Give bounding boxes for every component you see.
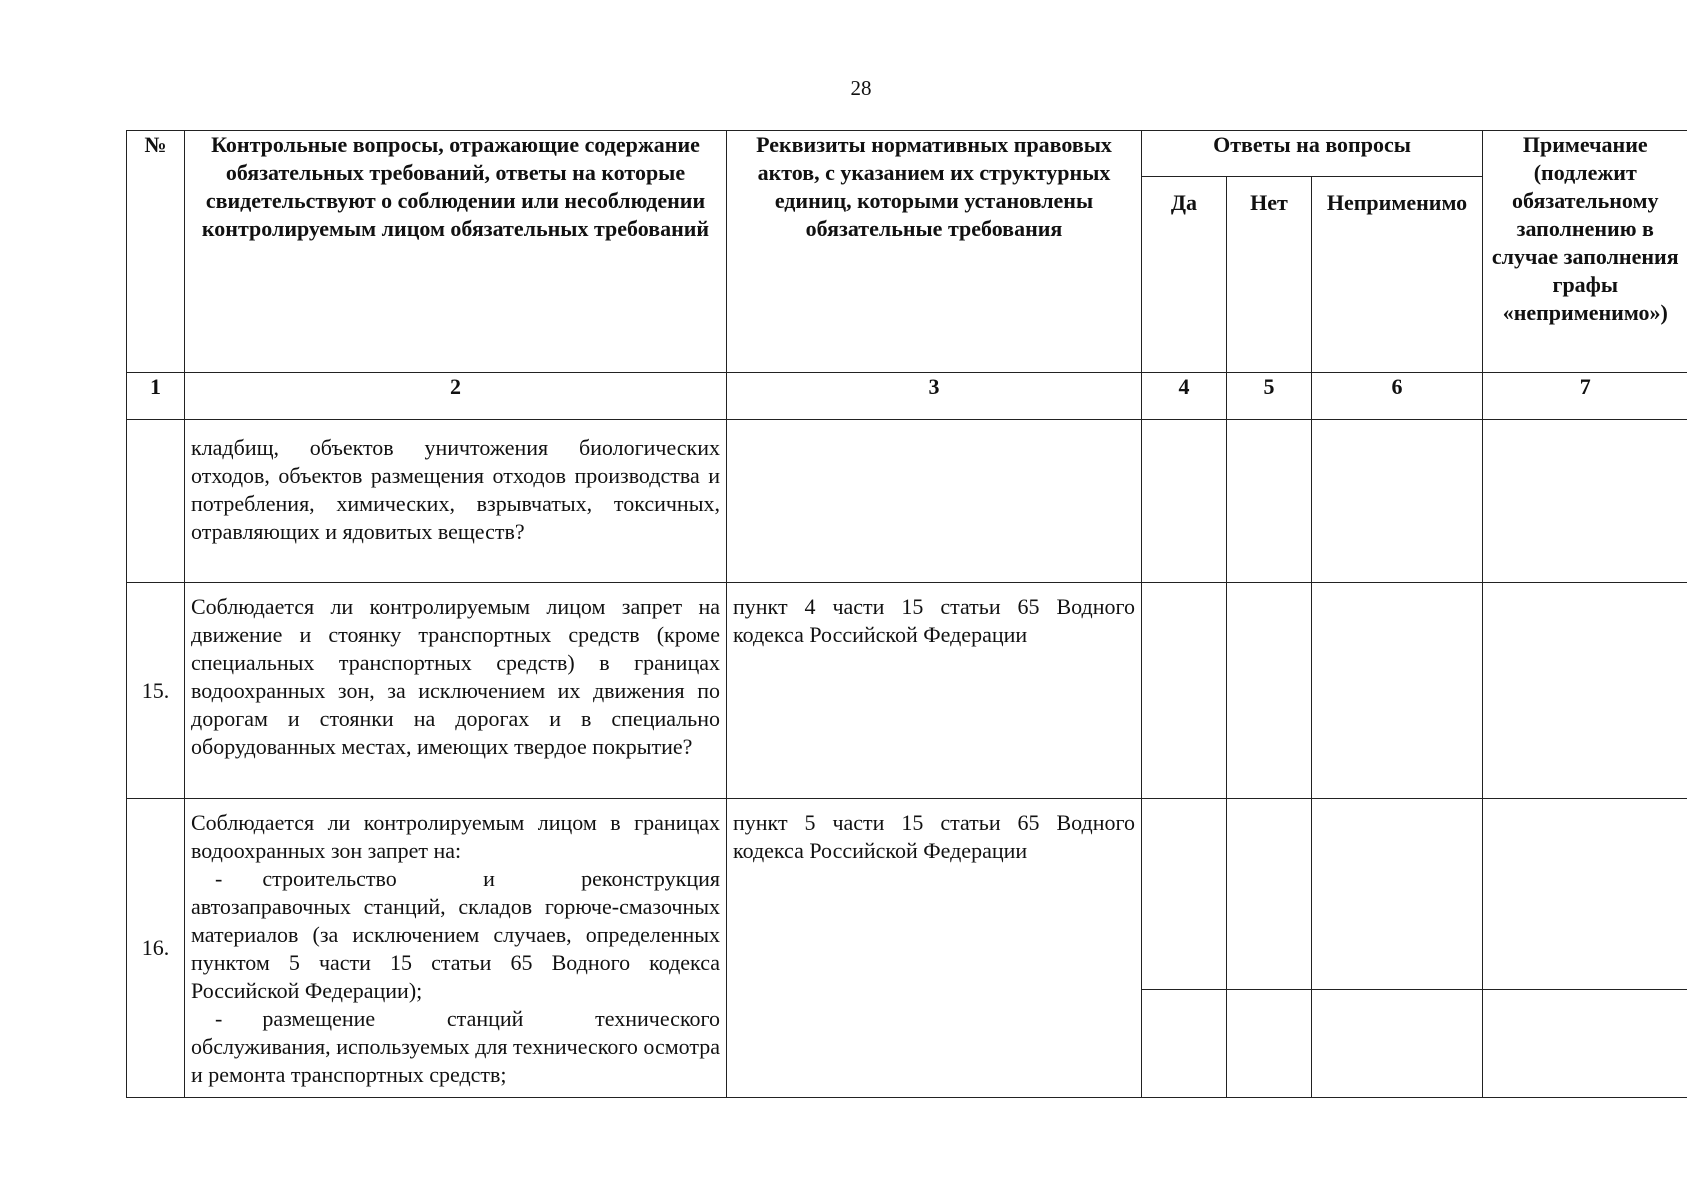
row-question — [185, 799, 727, 1098]
answer-not-applicable-cell[interactable] — [1312, 990, 1483, 1098]
table-row — [127, 420, 1687, 583]
table-row — [127, 799, 1687, 990]
column-number: 4 — [1142, 373, 1227, 420]
question-item-text: строительство и реконструкция автозаправочных станций, складов горюче-смазочных материалов (за исключением случаев, определенных пунктом 5 части 15 статьи 65 Водного кодекса Российской Федерации); — [191, 866, 720, 1003]
page-number: 28 — [850, 76, 872, 100]
header-no: Нет — [1227, 177, 1312, 373]
row-number: 15. — [127, 583, 185, 799]
answer-not-applicable-cell[interactable] — [1312, 420, 1483, 583]
question-item-text: размещение станций технического обслуживания, используемых для технического осмотра и ремонта транспортных средств; — [191, 1006, 720, 1087]
column-number: 3 — [727, 373, 1142, 420]
checklist-table — [126, 130, 1687, 1098]
column-number: 6 — [1312, 373, 1483, 420]
answer-yes-cell[interactable] — [1142, 990, 1227, 1098]
row-number: 16. — [127, 799, 185, 1098]
column-number: 5 — [1227, 373, 1312, 420]
column-number: 2 — [185, 373, 727, 420]
answer-no-cell[interactable] — [1227, 799, 1312, 990]
note-cell[interactable] — [1483, 420, 1687, 583]
column-number-row — [127, 373, 1687, 420]
answer-yes-cell[interactable] — [1142, 799, 1227, 990]
answer-no-cell[interactable] — [1227, 420, 1312, 583]
question-intro: Соблюдается ли контролируемым лицом в границах водоохранных зон запрет на: — [191, 810, 720, 863]
row-requisites: пункт 5 части 15 статьи 65 Водного кодекса Российской Федерации — [727, 799, 1142, 1098]
table-row — [127, 583, 1687, 799]
column-number: 7 — [1483, 373, 1687, 420]
row-number — [127, 420, 185, 583]
answer-not-applicable-cell[interactable] — [1312, 799, 1483, 990]
row-question: Соблюдается ли контролируемым лицом запрет на движение и стоянку транспортных средств (кроме специальных транспортных средств) в границах водоохранных зон, за исключением их движения по дорогам и стоянки на дорогах и в специально оборудованных местах, имеющих твердое покрытие? — [185, 583, 727, 799]
row-question: кладбищ, объектов уничтожения биологических отходов, объектов размещения отходов производства и потребления, химических, взрывчатых, токсичных, отравляющих и ядовитых веществ? — [185, 420, 727, 583]
list-dash: - — [215, 1006, 223, 1031]
header-number: № — [127, 131, 185, 373]
question-item — [191, 865, 720, 1005]
answer-not-applicable-cell[interactable] — [1312, 583, 1483, 799]
header-answers: Ответы на вопросы — [1142, 131, 1483, 177]
note-cell[interactable] — [1483, 583, 1687, 799]
answer-yes-cell[interactable] — [1142, 420, 1227, 583]
note-cell[interactable] — [1483, 990, 1687, 1098]
answer-no-cell[interactable] — [1227, 583, 1312, 799]
note-cell[interactable] — [1483, 799, 1687, 990]
answer-yes-cell[interactable] — [1142, 583, 1227, 799]
header-yes: Да — [1142, 177, 1227, 373]
column-number: 1 — [127, 373, 185, 420]
row-requisites: пункт 4 части 15 статьи 65 Водного кодекса Российской Федерации — [727, 583, 1142, 799]
header-not-applicable: Неприменимо — [1312, 177, 1483, 373]
header-requisites: Реквизиты нормативных правовых актов, с указанием их структурных единиц, которыми установлены обязательные требования — [727, 131, 1142, 373]
question-item — [191, 1005, 720, 1089]
header-note: Примечание (подлежит обязательному заполнению в случае заполнения графы «неприменимо») — [1483, 131, 1687, 373]
row-requisites — [727, 420, 1142, 583]
list-dash: - — [215, 866, 223, 891]
answer-no-cell[interactable] — [1227, 990, 1312, 1098]
header-questions: Контрольные вопросы, отражающие содержание обязательных требований, ответы на которые свидетельствуют о соблюдении или несоблюдении контролируемым лицом обязательных требований — [185, 131, 727, 373]
